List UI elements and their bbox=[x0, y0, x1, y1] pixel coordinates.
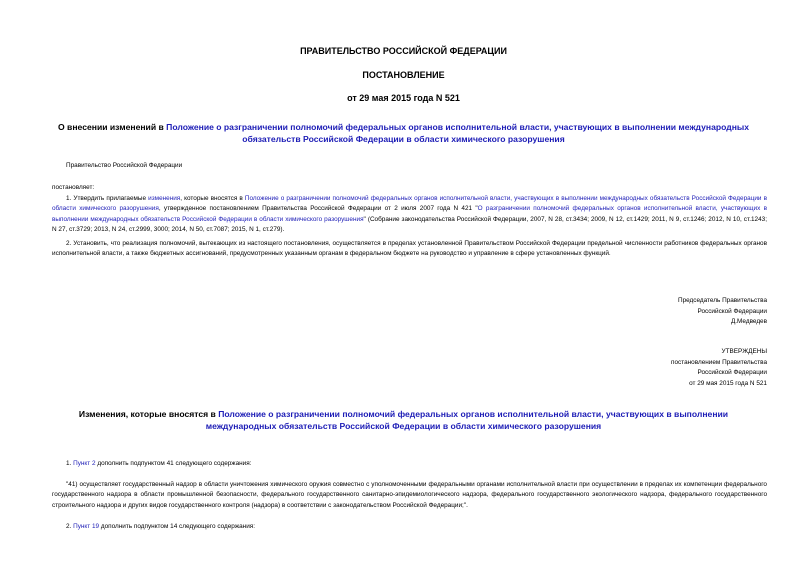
approved-heading: УТВЕРЖДЕНЫ bbox=[721, 348, 767, 355]
intro-government: Правительство Российской Федерации bbox=[66, 162, 183, 169]
item-1-paragraph: 1. Утвердить прилагаемые изменения, которые вносятся в Положение о разграничении полномочий федеральных органов исполнительной власти, участвующих в выполнении международных обязательств Российской Федерации в области химического разорушения, утвержденное постановлением Правительства Российской Федерации от 2 июля 2007 года N 421 "О разграничении полномочий федеральных органов исполнительной власти, участвующих в выполнении международных обязательств Российской Федерации в области химического разорушения" (Собрание законодательства Российской Федерации, 2007, N 28, ст.3434; 2009, N 12, ст.1429; 2011, N 9, ст.1246; 2012, N 10, ст.1243; N 27, ст.3729; 2013, N 24, ст.2999, 3000; 2014, N 50, ст.7087; 2015, N 1, ст.279). bbox=[52, 195, 768, 234]
signature-block bbox=[678, 296, 767, 328]
point-2-link[interactable]: Пункт 2 bbox=[73, 460, 96, 467]
title-regulation-link-cont[interactable]: обязательств Российской Федерации в области химического разорушения bbox=[242, 133, 565, 144]
regulation-link[interactable]: Положение о разграничении полномочий федеральных органов исполнительной власти, участвующих в выполнении международных обязательств Российской Федерации в области химического разорушения bbox=[52, 195, 767, 213]
document-type: ПОСТАНОВЛЕНИЕ bbox=[362, 70, 445, 80]
changes-regulation-link[interactable]: Положение о разграничении полномочий федеральных органов исполнительной власти, участвующих в выполнении bbox=[218, 409, 729, 419]
signature-name: Д.Медведев bbox=[730, 318, 767, 326]
decree-421-link[interactable]: О разграничении полномочий федеральных органов исполнительной власти, участвующих в выполнении международных обязательств Российской Федерации в области химического разорушения bbox=[52, 205, 768, 223]
title-regulation-link[interactable]: Положение о разграничении полномочий федеральных органов исполнительной власти, участвующих в выполнении международных bbox=[166, 122, 750, 132]
point-19-link[interactable]: Пункт 19 bbox=[73, 523, 100, 530]
document-date-number: от 29 мая 2015 года N 521 bbox=[347, 93, 460, 103]
change-1-quote: "41) осуществляет государственный надзор в области уничтожения химического оружия совместно с уполномоченными федеральными органами исполнительной власти при осуществлении в пределах их компетенции федерального государственного надзора в области промышленной безопасности, федерального государственного санитарно-эпидемиологического надзора, федерального государственного экологического надзора, федерального государственного строительного надзора и других видов государственного контроля (надзора) в соответствии с законодательством Российской Федерации;". bbox=[52, 481, 767, 509]
changes-title-prefix: Изменения, которые вносятся в bbox=[78, 409, 219, 419]
changes-regulation-link-cont[interactable]: международных обязательств Российской Федерации в области химического разорушения bbox=[205, 420, 602, 431]
changes-link[interactable]: изменения bbox=[148, 195, 181, 202]
signature-country: Российской Федерации bbox=[697, 307, 767, 315]
signature-title: Председатель Правительства bbox=[678, 297, 767, 304]
change-2-heading: 2. Пункт 19 дополнить подпунктом 14 следующего содержания: bbox=[66, 523, 256, 530]
document-title bbox=[0, 122, 807, 145]
changes-title bbox=[0, 409, 807, 432]
change-1-heading: 1. Пункт 2 дополнить подпунктом 41 следующего содержания: bbox=[66, 460, 252, 467]
government-heading: ПРАВИТЕЛЬСТВО РОССИЙСКОЙ ФЕДЕРАЦИИ bbox=[300, 46, 507, 56]
item-2-paragraph: 2. Установить, что реализация полномочий, вытекающих из настоящего постановления, осуществляется в пределах установленной Правительством Российской Федерации предельной численности работников федеральных органов исполнительной власти, а также бюджетных ассигнований, предусмотренных указанным органам в федеральном бюджете на руководство и управление в сфере установленных функций. bbox=[52, 240, 767, 258]
approved-block: УТВЕРЖДЕНЫ постановлением Правительства Российской Федерации от 29 мая 2015 года N 521 bbox=[671, 348, 767, 387]
title-prefix: О внесении изменений в bbox=[57, 122, 167, 132]
intro-decides: постановляет: bbox=[52, 184, 95, 191]
